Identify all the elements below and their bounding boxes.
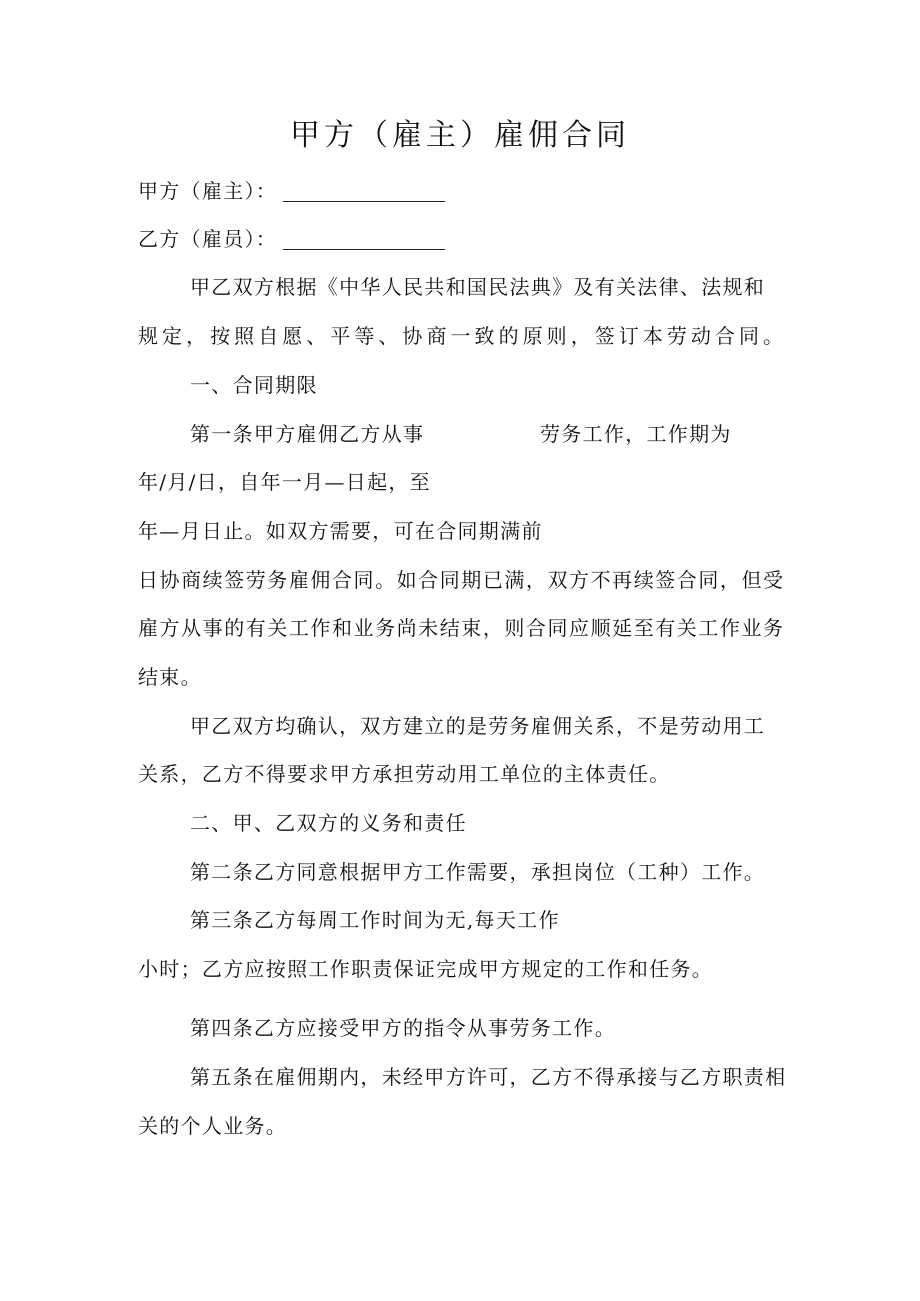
paragraph-line: 结束。 (138, 665, 202, 689)
paragraph-line: 劳务工作，工作期为 (540, 422, 732, 446)
party-b-row (138, 225, 445, 253)
paragraph-line: 第一条甲方雇佣乙方从事 (190, 422, 425, 446)
party-a-label: 甲方（雇主）： (138, 179, 278, 203)
paragraph-line: 甲乙双方根据《中华人民共和国民法典》及有关法律、法规和 (190, 275, 766, 299)
section-heading: 一、合同期限 (190, 373, 318, 397)
paragraph-line: 日协商续签劳务雇佣合同。如合同期已满，双方不再续签合同，但受 (138, 568, 783, 592)
paragraph-line: 第五条在雇佣期内，未经甲方许可，乙方不得承接与乙方职责相 (190, 1065, 787, 1089)
paragraph-line: 关系，乙方不得要求甲方承担劳动用工单位的主体责任。 (138, 762, 671, 786)
paragraph-line: 小时；乙方应按照工作职责保证完成甲方规定的工作和任务。 (138, 957, 714, 981)
document-title: 甲方（雇主）雇佣合同 (290, 118, 630, 153)
party-b-blank[interactable] (283, 227, 445, 250)
party-b-label: 乙方（雇员）： (138, 227, 278, 251)
paragraph-line: 第二条乙方同意根据甲方工作需要，承担岗位（工种）工作。 (190, 860, 766, 884)
party-a-blank[interactable] (283, 179, 445, 202)
section-heading: 二、甲、乙双方的义务和责任 (190, 811, 467, 835)
paragraph-line: 年/月/日，自年一月—日起，至 (138, 470, 431, 494)
paragraph-line: 关的个人业务。 (138, 1114, 288, 1138)
paragraph-line: 第四条乙方应接受甲方的指令从事劳务工作。 (190, 1016, 616, 1040)
paragraph-line: 第三条乙方每周工作时间为无,每天工作 (190, 908, 560, 932)
paragraph-line: 甲乙双方均确认，双方建立的是劳务雇佣关系，不是劳动用工 (190, 714, 766, 738)
paragraph-line: 规定，按照自愿、平等、协商一致的原则，签订本劳动合同。 (138, 324, 783, 348)
paragraph-line: 雇方从事的有关工作和业务尚未结束，则合同应顺延至有关工作业务 (138, 616, 783, 640)
paragraph-line: 年—月日止。如双方需要，可在合同期满前 (138, 519, 543, 543)
party-a-row (138, 177, 445, 205)
